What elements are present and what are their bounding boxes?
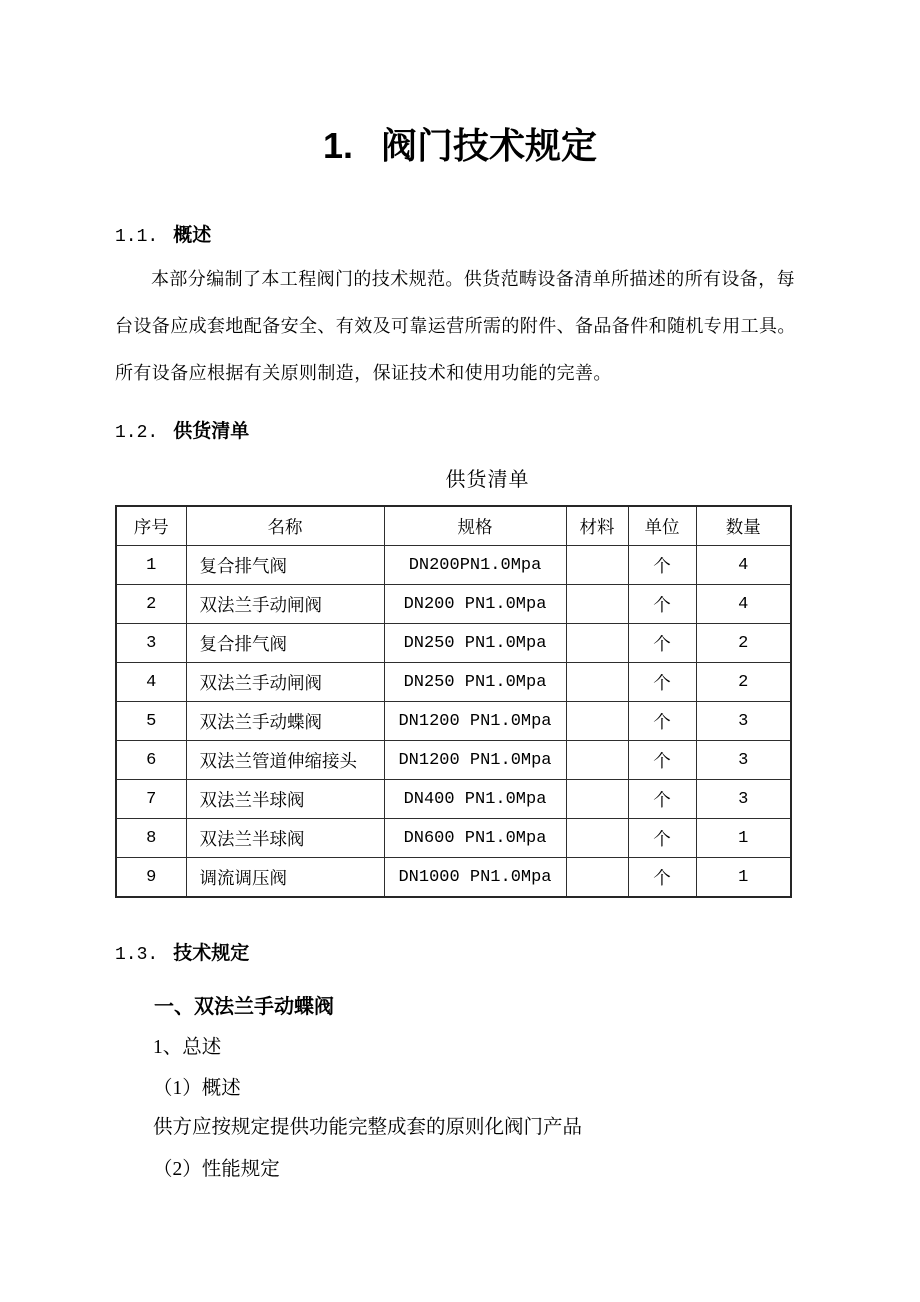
table-row xyxy=(116,624,791,663)
cell-name: 双法兰手动蝶阀 xyxy=(186,702,384,741)
cell-unit: 个 xyxy=(628,780,696,819)
column-header-material: 材料 xyxy=(566,506,628,546)
cell-material xyxy=(566,780,628,819)
cell-spec: DN200 PN1.0Mpa xyxy=(384,585,566,624)
table-row xyxy=(116,663,791,702)
cell-spec: DN400 PN1.0Mpa xyxy=(384,780,566,819)
subsection-item: （1）概述 xyxy=(153,1078,241,1099)
table-row xyxy=(116,702,791,741)
cell-seq: 7 xyxy=(116,780,186,819)
table-row xyxy=(116,546,791,585)
subsection-item: 供方应按规定提供功能完整成套的原则化阀门产品 xyxy=(153,1117,583,1138)
section-heading-tech-spec xyxy=(115,938,249,965)
table-row xyxy=(116,585,791,624)
cell-spec: DN250 PN1.0Mpa xyxy=(384,624,566,663)
cell-unit: 个 xyxy=(628,585,696,624)
cell-qty: 3 xyxy=(696,780,791,819)
paragraph-line: 所有设备应根据有关原则制造，保证技术和使用功能的完善。 xyxy=(115,363,612,383)
column-header-name: 名称 xyxy=(186,506,384,546)
section-heading-supply-list xyxy=(115,416,249,443)
cell-unit: 个 xyxy=(628,624,696,663)
cell-seq: 5 xyxy=(116,702,186,741)
cell-qty: 3 xyxy=(696,741,791,780)
cell-name: 复合排气阀 xyxy=(186,546,384,585)
table-header-row xyxy=(116,506,791,546)
section-number: 1.1. xyxy=(115,227,159,247)
cell-spec: DN1000 PN1.0Mpa xyxy=(384,858,566,898)
section-label: 供货清单 xyxy=(173,421,250,442)
cell-seq: 8 xyxy=(116,819,186,858)
cell-name: 双法兰管道伸缩接头 xyxy=(186,741,384,780)
cell-spec: DN250 PN1.0Mpa xyxy=(384,663,566,702)
paragraph-line: 台设备应成套地配备安全、有效及可靠运营所需的附件、备品备件和随机专用工具。 xyxy=(115,316,796,336)
table-row xyxy=(116,819,791,858)
overview-paragraph xyxy=(115,256,815,397)
cell-seq: 2 xyxy=(116,585,186,624)
cell-unit: 个 xyxy=(628,858,696,898)
cell-seq: 9 xyxy=(116,858,186,898)
cell-qty: 1 xyxy=(696,819,791,858)
column-header-unit: 单位 xyxy=(628,506,696,546)
cell-unit: 个 xyxy=(628,819,696,858)
cell-qty: 2 xyxy=(696,663,791,702)
supply-table-caption: 供货清单 xyxy=(445,469,530,491)
section-heading-overview xyxy=(115,220,211,247)
cell-unit: 个 xyxy=(628,741,696,780)
cell-spec: DN1200 PN1.0Mpa xyxy=(384,741,566,780)
subsection-item: （2）性能规定 xyxy=(153,1159,280,1180)
subsection-title-butterfly-valve: 一、双法兰手动蝶阀 xyxy=(154,996,334,1018)
table-row xyxy=(116,858,791,898)
cell-name: 双法兰手动闸阀 xyxy=(186,663,384,702)
section-number: 1.2. xyxy=(115,423,159,443)
document-title-text: 阀门技术规定 xyxy=(381,125,598,166)
cell-unit: 个 xyxy=(628,663,696,702)
cell-qty: 4 xyxy=(696,585,791,624)
cell-name: 双法兰半球阀 xyxy=(186,780,384,819)
cell-name: 复合排气阀 xyxy=(186,624,384,663)
cell-material xyxy=(566,585,628,624)
cell-name: 双法兰半球阀 xyxy=(186,819,384,858)
paragraph-line: 本部分编制了本工程阀门的技术规范。供货范畴设备清单所描述的所有设备，每 xyxy=(151,269,795,289)
cell-qty: 4 xyxy=(696,546,791,585)
cell-qty: 1 xyxy=(696,858,791,898)
cell-qty: 3 xyxy=(696,702,791,741)
cell-seq: 6 xyxy=(116,741,186,780)
cell-qty: 2 xyxy=(696,624,791,663)
cell-spec: DN1200 PN1.0Mpa xyxy=(384,702,566,741)
cell-material xyxy=(566,741,628,780)
cell-material xyxy=(566,546,628,585)
cell-material xyxy=(566,702,628,741)
section-label: 技术规定 xyxy=(173,943,250,964)
table-row xyxy=(116,780,791,819)
cell-spec: DN200PN1.0Mpa xyxy=(384,546,566,585)
cell-unit: 个 xyxy=(628,546,696,585)
table-row xyxy=(116,741,791,780)
document-title-number: 1. xyxy=(322,125,353,166)
cell-material xyxy=(566,663,628,702)
column-header-seq: 序号 xyxy=(116,506,186,546)
section-label: 概述 xyxy=(173,225,212,246)
column-header-spec: 规格 xyxy=(384,506,566,546)
cell-material xyxy=(566,858,628,898)
section-number: 1.3. xyxy=(115,945,159,965)
column-header-qty: 数量 xyxy=(696,506,791,546)
cell-seq: 3 xyxy=(116,624,186,663)
cell-name: 调流调压阀 xyxy=(186,858,384,898)
cell-name: 双法兰手动闸阀 xyxy=(186,585,384,624)
cell-material xyxy=(566,624,628,663)
cell-seq: 4 xyxy=(116,663,186,702)
cell-unit: 个 xyxy=(628,702,696,741)
cell-seq: 1 xyxy=(116,546,186,585)
subsection-item: 1、总述 xyxy=(153,1037,222,1058)
document-title xyxy=(0,118,920,169)
cell-spec: DN600 PN1.0Mpa xyxy=(384,819,566,858)
cell-material xyxy=(566,819,628,858)
supply-table xyxy=(115,505,792,898)
